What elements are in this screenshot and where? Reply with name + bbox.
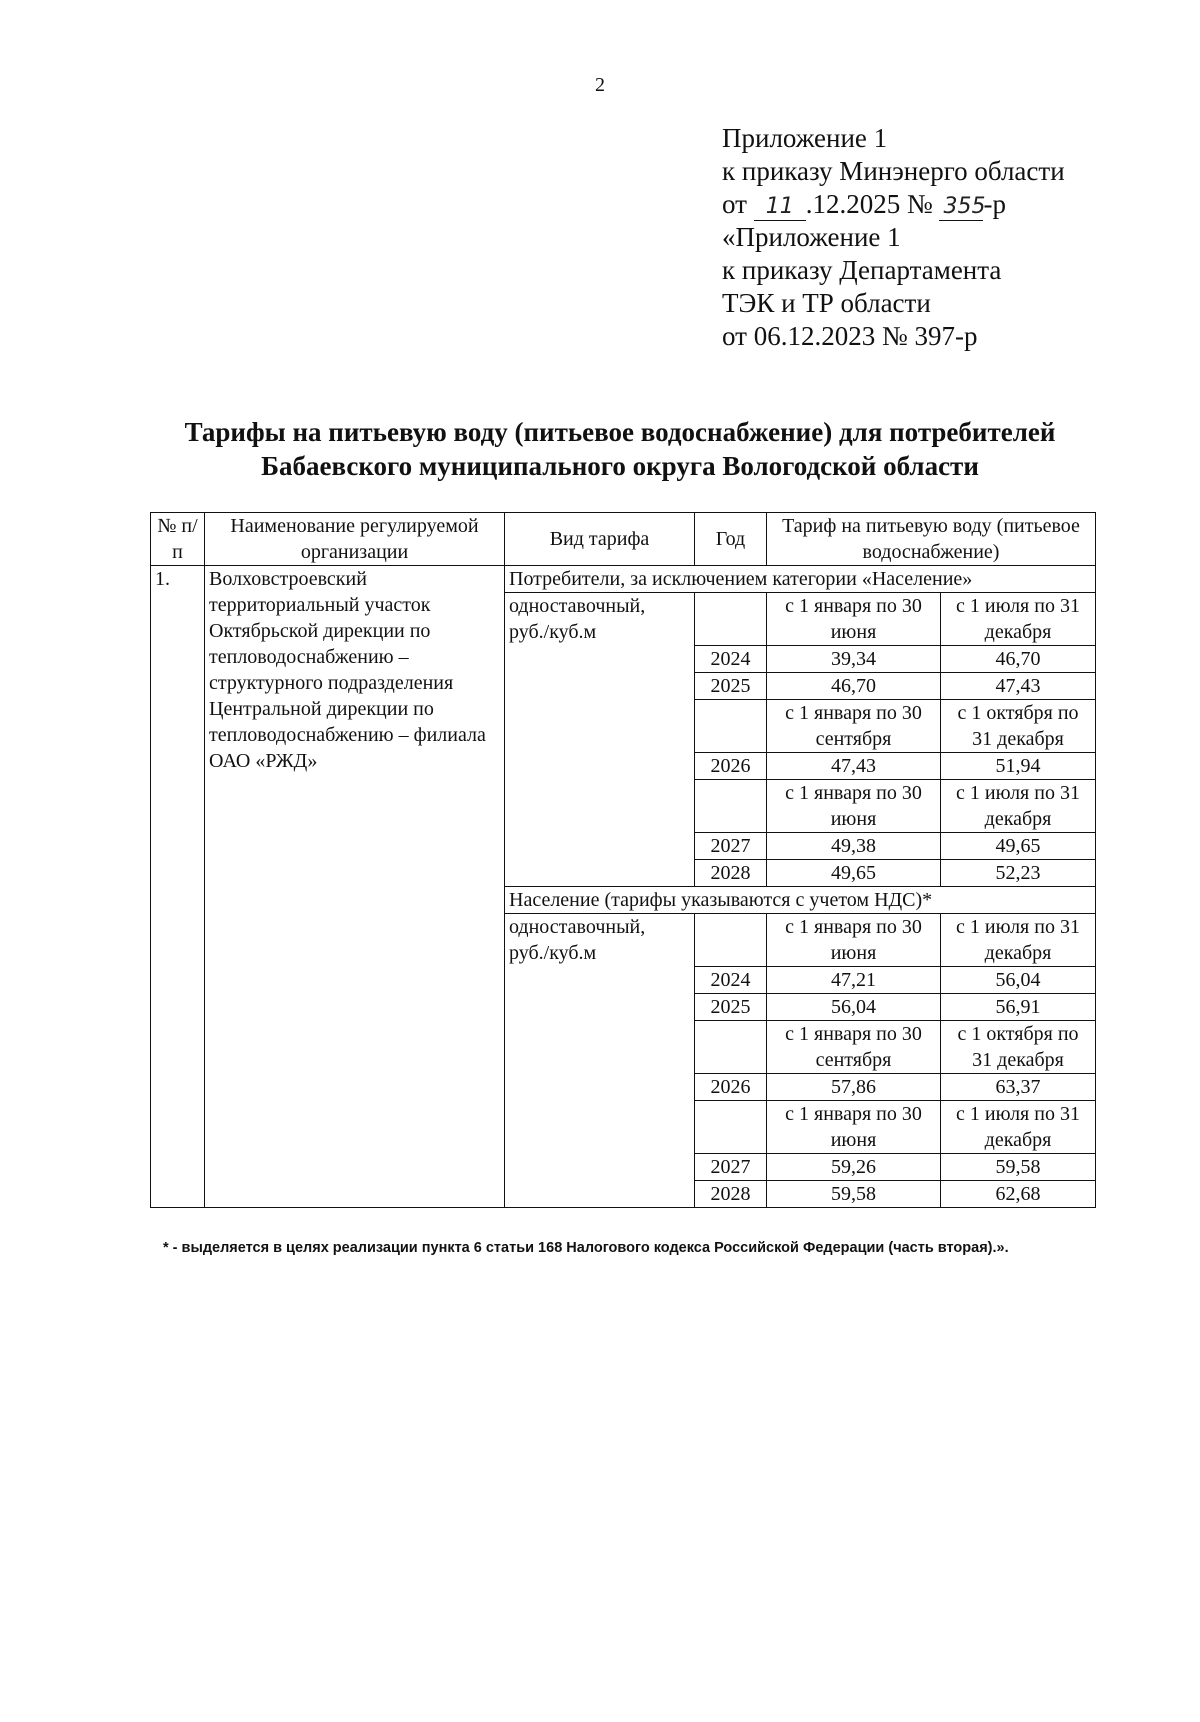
appendix-line-1: Приложение 1 <box>722 123 888 153</box>
tariff-value-second: 46,70 <box>941 646 1096 673</box>
period-first-half: с 1 января по 30 сентября <box>767 700 941 753</box>
header-organization: Наименование регулируемой организации <box>205 513 505 566</box>
header-num: № п/п <box>151 513 205 566</box>
appendix-line-5: к приказу Департамента <box>722 255 1002 285</box>
tariff-value-second: 62,68 <box>941 1181 1096 1208</box>
title-line-1: Тарифы на питьевую воду (питьевое водоснабжение) для потребителей <box>184 417 1056 447</box>
period-first-half: с 1 января по 30 июня <box>767 593 941 646</box>
period-second-half: с 1 июля по 31 декабря <box>941 593 1096 646</box>
year-cell: 2026 <box>695 1074 767 1101</box>
year-blank <box>695 780 767 833</box>
tariff-table <box>150 512 1096 1208</box>
tariff-value-second: 59,58 <box>941 1154 1096 1181</box>
tariff-value-first: 56,04 <box>767 994 941 1021</box>
appendix-line-2: к приказу Минэнерго области <box>722 156 1065 186</box>
tariff-value-second: 63,37 <box>941 1074 1096 1101</box>
period-first-half: с 1 января по 30 сентября <box>767 1021 941 1074</box>
year-blank <box>695 700 767 753</box>
appendix-line-7: от 06.12.2023 № 397-р <box>722 321 978 351</box>
period-second-half: с 1 июля по 31 декабря <box>941 914 1096 967</box>
page-number: 2 <box>595 74 605 96</box>
year-blank <box>695 1101 767 1154</box>
period-first-half: с 1 января по 30 июня <box>767 1101 941 1154</box>
tariff-value-first: 46,70 <box>767 673 941 700</box>
year-blank <box>695 914 767 967</box>
year-blank <box>695 1021 767 1074</box>
appendix-line-6: ТЭК и ТР области <box>722 288 931 318</box>
table-header-row <box>151 513 1096 566</box>
header-tariff-type: Вид тарифа <box>505 513 695 566</box>
row-number: 1. <box>151 566 205 1208</box>
tariff-value-first: 59,58 <box>767 1181 941 1208</box>
tariff-value-first: 47,21 <box>767 967 941 994</box>
header-tariff: Тариф на питьевую воду (питьевое водоснабжение) <box>767 513 1096 566</box>
period-first-half: с 1 января по 30 июня <box>767 914 941 967</box>
handwritten-day: 11 <box>754 194 806 221</box>
year-cell: 2027 <box>695 833 767 860</box>
organization-name: Волховстроевский территориальный участок Октябрьской дирекции по тепловодоснабжению – структурного подразделения Центральной дирекции по тепловодоснабжению – филиала ОАО «РЖД» <box>205 566 505 1208</box>
tariff-value-first: 49,38 <box>767 833 941 860</box>
tariff-value-second: 47,43 <box>941 673 1096 700</box>
tariff-value-second: 49,65 <box>941 833 1096 860</box>
period-second-half: с 1 октября по 31 декабря <box>941 1021 1096 1074</box>
tariff-value-first: 47,43 <box>767 753 941 780</box>
tariff-value-second: 56,91 <box>941 994 1096 1021</box>
year-cell: 2025 <box>695 673 767 700</box>
document-title <box>140 415 1100 483</box>
tariff-value-first: 39,34 <box>767 646 941 673</box>
year-cell: 2026 <box>695 753 767 780</box>
appendix-number-suffix: -р <box>983 189 1006 219</box>
tariff-value-first: 49,65 <box>767 860 941 887</box>
header-year: Год <box>695 513 767 566</box>
period-second-half: с 1 июля по 31 декабря <box>941 1101 1096 1154</box>
title-line-2: Бабаевского муниципального округа Вологодской области <box>261 451 979 481</box>
handwritten-order-number: 355 <box>939 194 983 221</box>
appendix-line-4: «Приложение 1 <box>722 222 901 252</box>
category-row <box>151 566 1096 593</box>
period-second-half: с 1 июля по 31 декабря <box>941 780 1096 833</box>
appendix-header <box>722 122 1065 353</box>
appendix-date-prefix: от <box>722 189 747 219</box>
period-first-half: с 1 января по 30 июня <box>767 780 941 833</box>
year-cell: 2025 <box>695 994 767 1021</box>
year-cell: 2027 <box>695 1154 767 1181</box>
appendix-date-rest: .12.2025 № <box>805 189 933 219</box>
tariff-value-second: 56,04 <box>941 967 1096 994</box>
consumer-category: Потребители, за исключением категории «Население» <box>505 566 1096 593</box>
appendix-line-3 <box>722 188 1065 221</box>
tariff-type: одноставочный, руб./куб.м <box>505 593 695 887</box>
footnote: * - выделяется в целях реализации пункта 6 статьи 168 Налогового кодекса Российской Федерации (часть вторая).». <box>163 1240 1009 1256</box>
tariff-value-second: 51,94 <box>941 753 1096 780</box>
tariff-value-second: 52,23 <box>941 860 1096 887</box>
tariff-type: одноставочный, руб./куб.м <box>505 914 695 1208</box>
period-second-half: с 1 октября по 31 декабря <box>941 700 1096 753</box>
tariff-value-first: 59,26 <box>767 1154 941 1181</box>
consumer-category: Население (тарифы указываются с учетом НДС)* <box>505 887 1096 914</box>
year-cell: 2028 <box>695 1181 767 1208</box>
tariff-value-first: 57,86 <box>767 1074 941 1101</box>
year-cell: 2028 <box>695 860 767 887</box>
year-blank <box>695 593 767 646</box>
year-cell: 2024 <box>695 967 767 994</box>
year-cell: 2024 <box>695 646 767 673</box>
